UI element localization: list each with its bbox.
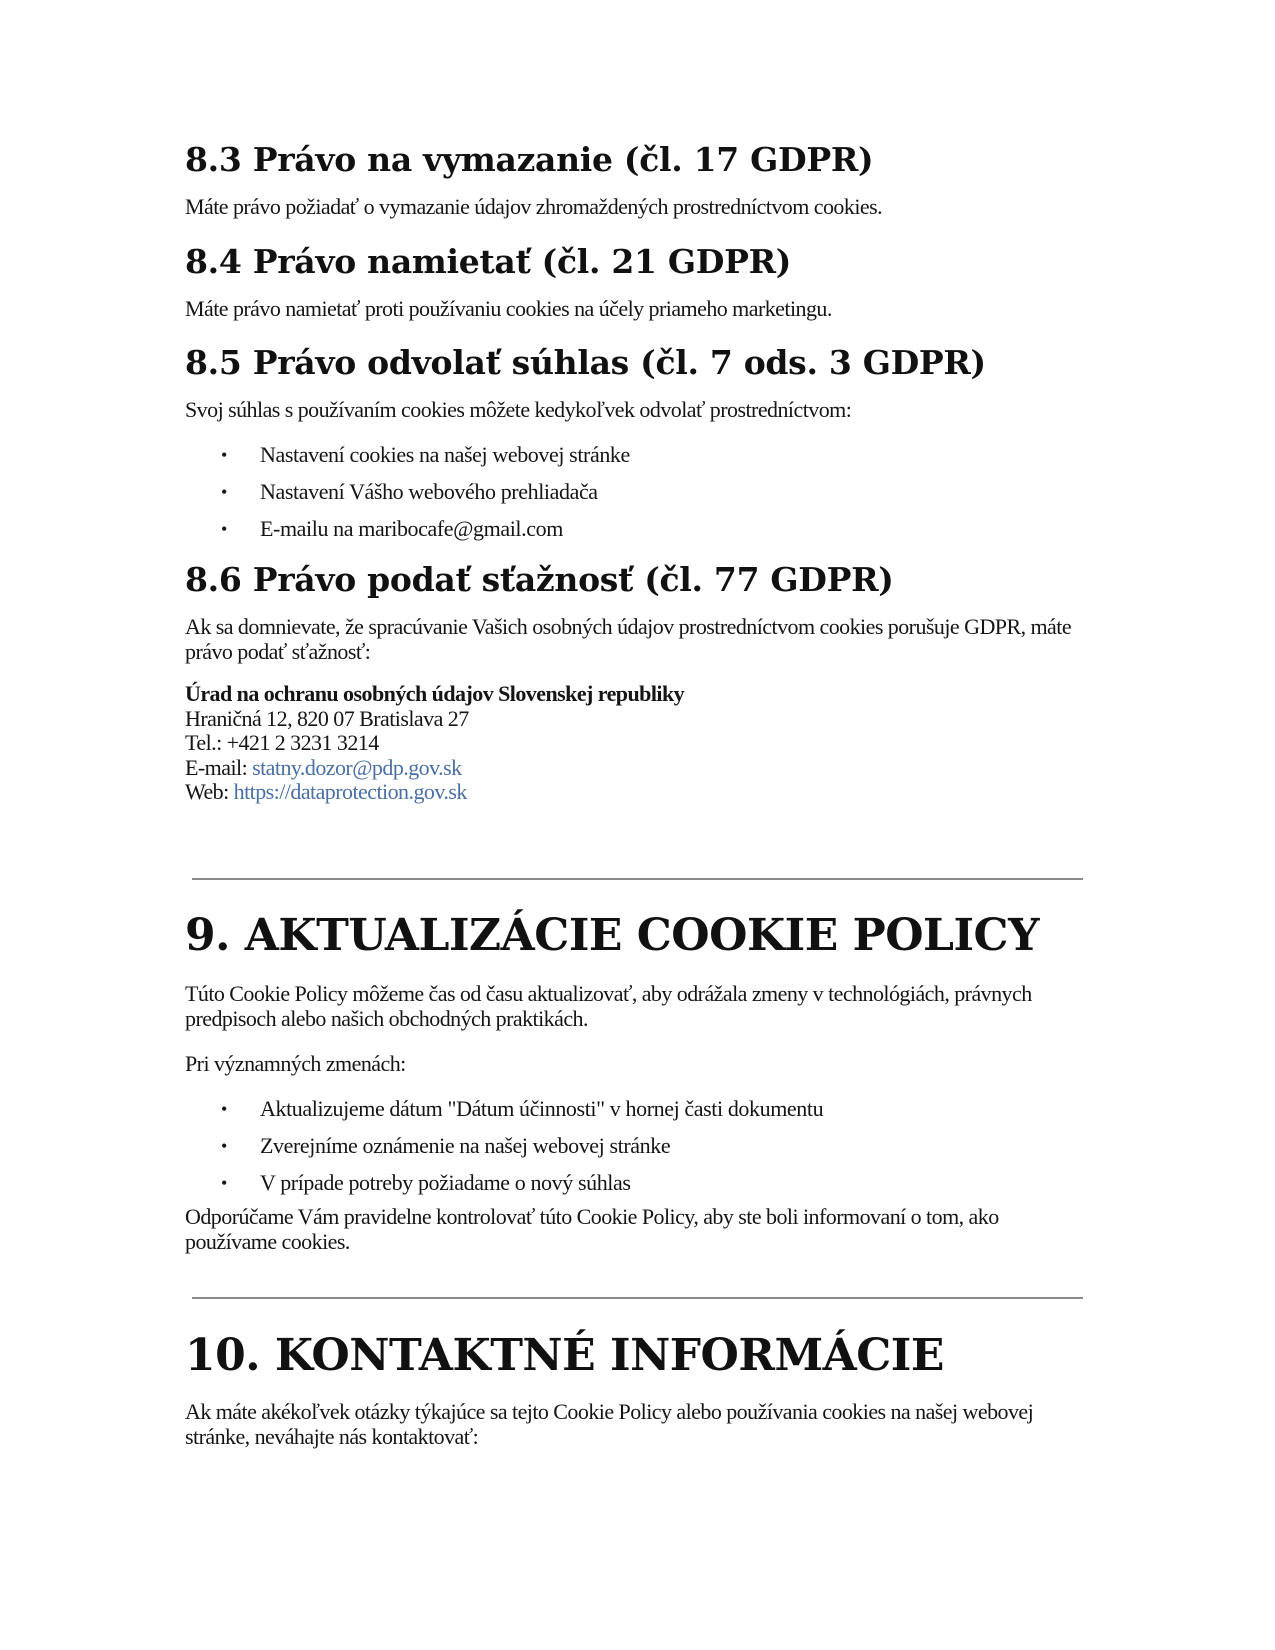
list-item-text: E-mailu na maribocafe@gmail.com <box>260 516 563 541</box>
authority-web-link[interactable]: https://dataprotection.gov.sk <box>233 779 467 804</box>
list-item <box>185 1171 823 1208</box>
authority-address: Hraničná 12, 820 07 Bratislava 27 <box>185 705 469 731</box>
section-divider <box>192 878 1083 880</box>
heading-8-3: 8.3 Právo na vymazanie (čl. 17 GDPR) <box>185 140 874 179</box>
heading-section-9: 9. AKTUALIZÁCIE COOKIE POLICY <box>185 910 1039 961</box>
bullet-icon: • <box>221 445 227 465</box>
list-item-text: Zverejníme oznámenie na našej webovej stránke <box>260 1133 671 1158</box>
list-item <box>185 517 630 554</box>
bullet-icon: • <box>221 482 227 502</box>
heading-8-6: 8.6 Právo podať sťažnosť (čl. 77 GDPR) <box>185 560 894 599</box>
paragraph-8-3: Máte právo požiadať o vymazanie údajov zhromaždených prostredníctvom cookies. <box>185 194 883 219</box>
list-9 <box>185 1097 823 1208</box>
paragraph-10: Ak máte akékoľvek otázky týkajúce sa tejto Cookie Policy alebo používania cookies na našej webovej stránke, neváhajte nás kontaktovať: <box>185 1399 1034 1449</box>
authority-name: Úrad na ochranu osobných údajov Slovenskej republiky <box>185 681 685 706</box>
heading-section-10: 10. KONTAKTNÉ INFORMÁCIE <box>185 1330 944 1381</box>
bullet-icon: • <box>221 1173 227 1193</box>
paragraph-9-closing: Odporúčame Vám pravidelne kontrolovať túto Cookie Policy, aby ste boli informovaní o tom, ako používame cookies. <box>185 1204 999 1254</box>
list-item-text: Nastavení cookies na našej webovej stránke <box>260 442 630 467</box>
authority-email-link[interactable]: statny.dozor@pdp.gov.sk <box>252 754 462 780</box>
email-label: E-mail: <box>185 754 253 780</box>
bullet-icon: • <box>221 1099 227 1119</box>
paragraph-8-5: Svoj súhlas s používaním cookies môžete kedykoľvek odvolať prostredníctvom: <box>185 397 852 422</box>
list-item <box>185 1134 823 1171</box>
heading-8-4: 8.4 Právo namietať (čl. 21 GDPR) <box>185 242 792 281</box>
paragraph-8-6: Ak sa domnievate, že spracúvanie Vašich osobných údajov prostredníctvom cookies porušuje GDPR, máte právo podať sťažnosť: <box>185 614 1072 664</box>
authority-web-line <box>185 780 1085 805</box>
bullet-icon: • <box>221 1136 227 1156</box>
list-item-text: Nastavení Vášho webového prehliadača <box>260 479 598 504</box>
web-label: Web: <box>185 779 234 804</box>
list-8-5 <box>185 443 630 554</box>
heading-8-5: 8.5 Právo odvolať súhlas (čl. 7 ods. 3 GDPR) <box>185 343 986 382</box>
list-item <box>185 1097 823 1134</box>
paragraph-8-4: Máte právo namietať proti používaniu cookies na účely priameho marketingu. <box>185 296 832 321</box>
paragraph-9: Túto Cookie Policy môžeme čas od času aktualizovať, aby odrážala zmeny v technológiách, právnych predpisoch alebo našich obchodných praktikách. <box>185 981 1032 1031</box>
bullet-icon: • <box>221 519 227 539</box>
list-item-text: V prípade potreby požiadame o nový súhlas <box>260 1170 631 1195</box>
authority-email-line <box>185 756 1085 781</box>
paragraph-9-intro: Pri významných zmenách: <box>185 1051 406 1076</box>
authority-phone: Tel.: +421 2 3231 3214 <box>185 730 379 755</box>
list-item <box>185 443 630 480</box>
authority-address-block <box>185 682 1085 805</box>
list-item <box>185 480 630 517</box>
section-divider <box>192 1297 1083 1299</box>
list-item-text: Aktualizujeme dátum "Dátum účinnosti" v hornej časti dokumentu <box>260 1096 824 1121</box>
